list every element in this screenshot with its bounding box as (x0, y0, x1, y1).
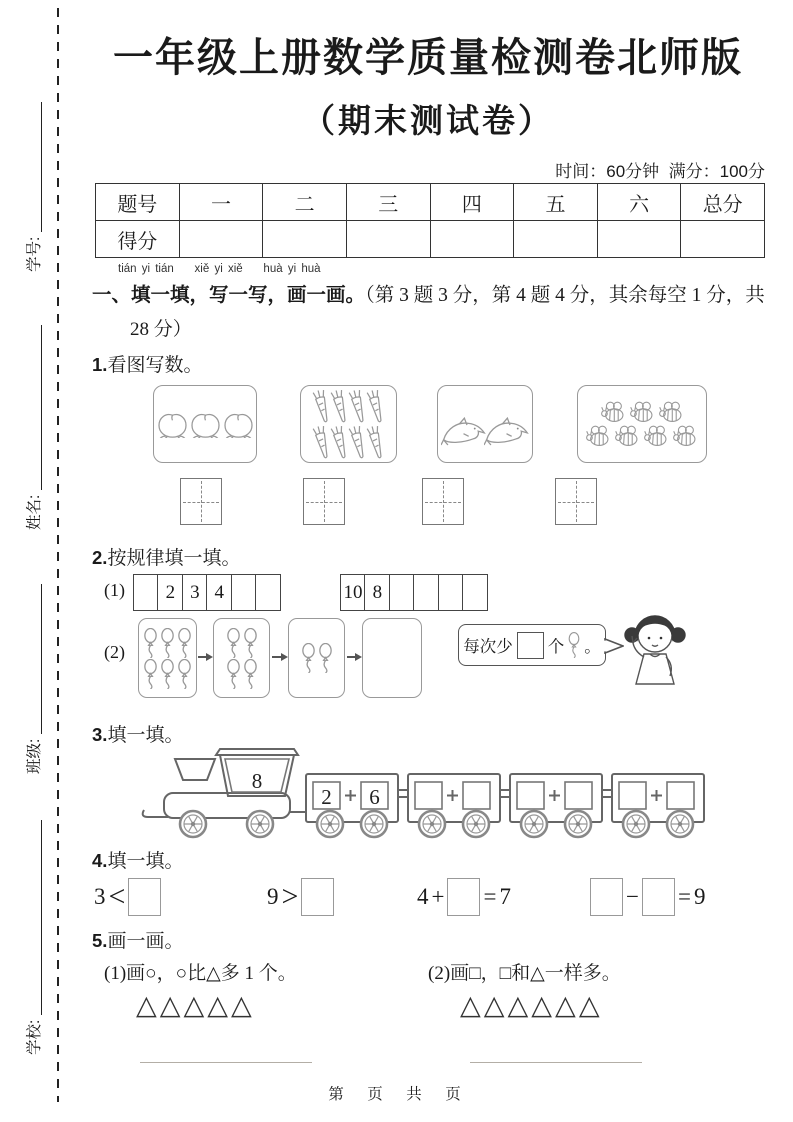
q5-triangles-2: △△△△△△ (460, 990, 603, 1021)
question-3-number: 3. (92, 724, 108, 745)
arrow-icon (347, 656, 360, 658)
question-2-label (92, 543, 240, 570)
name-label: 姓名: (26, 494, 43, 530)
wheel-icon (180, 811, 206, 837)
score-header-cell: 题号 (96, 184, 180, 221)
student-id-blank-line (26, 102, 43, 232)
equation-token: − (626, 884, 639, 909)
wheel-icon (361, 811, 387, 837)
question-5-number: 5. (92, 930, 108, 951)
writing-grid (422, 478, 464, 525)
score-header-cell: 四 (430, 184, 514, 221)
strip-cell: 8 (364, 574, 390, 611)
q4-equation-0 (94, 876, 161, 918)
picture-row (585, 425, 699, 447)
equation-token: 9 (693, 884, 706, 909)
q5-part1-text: (1)画○，○比△多 1 个。 (104, 963, 297, 984)
score-cell-empty (179, 221, 263, 258)
section-1-heading-line2: 28 分） (130, 319, 192, 340)
class-blank-line (26, 584, 43, 734)
bee-icon (585, 425, 612, 447)
strip-cell (133, 574, 159, 611)
question-4-number: 4. (92, 850, 108, 871)
score-cell-empty (514, 221, 598, 258)
bubble-period: 。 (584, 637, 601, 656)
balloon-icon (243, 659, 258, 689)
wheel-icon (521, 811, 547, 837)
picture-row (143, 628, 192, 658)
strip-cell (231, 574, 257, 611)
strip-cell (462, 574, 488, 611)
wheel-icon (565, 811, 591, 837)
time-info: 时间：60分钟 满分：100分 (555, 162, 765, 181)
balloon-icon (177, 659, 192, 689)
picture-row (143, 659, 192, 689)
page-footer: 第 页 共 页 (328, 1086, 465, 1103)
q1-picture-box-0 (153, 385, 257, 463)
question-5-label (92, 926, 183, 953)
arrow-icon (272, 656, 286, 658)
balloon-icon (226, 628, 241, 658)
balloon-box-0 (138, 618, 197, 698)
picture-row (157, 411, 254, 438)
sidebar-field-name (22, 325, 44, 530)
bee-icon (658, 401, 685, 423)
q5-part2-text: (2)画□，□和△一样多。 (428, 963, 621, 984)
section-1-title: 一、填一填，写一写，画一画。 (92, 284, 366, 306)
peach-icon (223, 411, 254, 438)
score-header-cell: 三 (346, 184, 430, 221)
q2-strip-2 (340, 574, 488, 611)
equation-token: > (281, 880, 299, 913)
fold-cut-line (57, 8, 59, 1102)
name-blank-line (26, 325, 43, 490)
score-cell-empty (346, 221, 430, 258)
balloon-icon (243, 628, 258, 658)
class-label: 班级: (26, 738, 43, 774)
girl-illustration (623, 608, 687, 694)
q5-triangles-1: △△△△△ (136, 990, 255, 1021)
balloon-icon (301, 643, 316, 673)
question-4-text: 填一填。 (107, 851, 184, 872)
answer-line (470, 1062, 642, 1063)
peach-icon (157, 411, 188, 438)
balloon-icon (160, 628, 175, 658)
equation-token: + (431, 884, 445, 909)
q1-picture-box-3 (577, 385, 707, 463)
question-3-label (92, 720, 183, 747)
question-2-text: 按规律填一填。 (107, 548, 241, 569)
balloon-box-1 (213, 618, 270, 698)
balloon-icon (568, 632, 580, 658)
writing-grid (555, 478, 597, 525)
score-header-cell: 总分 (681, 184, 765, 221)
peach-icon (190, 411, 221, 438)
question-1-label (92, 350, 202, 377)
question-5-text: 画一画。 (107, 931, 184, 952)
bee-icon (629, 401, 656, 423)
score-cell-empty (430, 221, 514, 258)
wagon-number: 2 (321, 785, 332, 809)
score-header-cell: 五 (514, 184, 598, 221)
bee-icon (672, 425, 699, 447)
question-4-label (92, 846, 183, 873)
fill-blank-box (590, 878, 623, 916)
section-1-points-note: （第 3 题 3 分，第 4 题 4 分，其余每空 1 分，共 (365, 285, 765, 306)
balloon-icon (143, 659, 158, 689)
arrow-icon (198, 656, 211, 658)
picture-row (314, 389, 384, 423)
wheel-icon (667, 811, 693, 837)
strip-cell (389, 574, 415, 611)
equation-token: < (108, 880, 126, 913)
speech-bubble (458, 624, 606, 666)
fill-blank-box (128, 878, 161, 916)
page-title: 一年级上册数学质量检测卷北师版 (113, 36, 743, 80)
picture-row (226, 659, 258, 689)
sidebar-field-class (22, 584, 44, 774)
question-1-number: 1. (92, 354, 108, 375)
q4-equation-2 (417, 876, 511, 918)
fill-blank-box (517, 632, 544, 659)
wagon-number: 6 (369, 785, 380, 809)
fill-blank-box (301, 878, 334, 916)
score-header-cell: 二 (263, 184, 347, 221)
strip-cell (413, 574, 439, 611)
school-label: 学校: (26, 1019, 43, 1055)
student-id-label: 学号: (26, 236, 43, 272)
q4-equation-3 (590, 876, 705, 918)
score-cell-empty (681, 221, 765, 258)
bee-icon (643, 425, 670, 447)
question-3-text: 填一填。 (107, 725, 184, 746)
speech-bubble-tail (604, 638, 624, 654)
score-table (95, 183, 765, 258)
balloon-icon (318, 643, 333, 673)
balloon-icon (177, 628, 192, 658)
score-table-header-row (96, 184, 765, 221)
score-header-cell: 一 (179, 184, 263, 221)
equation-token: = (677, 884, 691, 909)
school-blank-line (26, 820, 43, 1015)
fill-blank-box (447, 878, 480, 916)
wheel-icon (463, 811, 489, 837)
picture-row (600, 401, 685, 423)
picture-row (441, 401, 529, 447)
score-cell-empty (597, 221, 681, 258)
wheel-icon (247, 811, 273, 837)
strip-cell: 2 (157, 574, 183, 611)
bee-icon (600, 401, 627, 423)
equation-token: 7 (499, 884, 511, 909)
score-row-label: 得分 (96, 221, 180, 258)
wheel-icon (419, 811, 445, 837)
balloon-box-2 (288, 618, 345, 698)
score-cell-empty (263, 221, 347, 258)
picture-row (314, 425, 384, 459)
bubble-text-after: 个 (547, 637, 565, 656)
train-illustration (138, 746, 713, 844)
q1-picture-box-2 (437, 385, 533, 463)
balloon-box-3 (362, 618, 422, 698)
balloon-icon (226, 659, 241, 689)
strip-cell (255, 574, 281, 611)
section-1-heading (92, 279, 774, 307)
sidebar-field-school (22, 820, 44, 1055)
exam-subtitle: （期末测试卷） (302, 102, 554, 139)
sidebar-field-student-id (22, 102, 44, 272)
question-2-number: 2. (92, 547, 108, 568)
equation-token: 4 (417, 884, 429, 909)
score-table-score-row (96, 221, 765, 258)
picture-row (226, 628, 258, 658)
equation-token: 9 (267, 884, 279, 909)
answer-line (140, 1062, 312, 1063)
dolphin-icon (441, 417, 486, 447)
engine-number: 8 (251, 769, 263, 793)
fill-blank-box (642, 878, 675, 916)
picture-row (301, 643, 333, 673)
bee-icon (614, 425, 641, 447)
pinyin-annotation: tián yi tián xiě yi xiě huà yi huà (118, 263, 321, 275)
strip-cell: 3 (182, 574, 208, 611)
wheel-icon (317, 811, 343, 837)
strip-cell: 10 (340, 574, 366, 611)
dolphin-icon (484, 417, 529, 447)
score-header-cell: 六 (597, 184, 681, 221)
wheel-icon (623, 811, 649, 837)
equation-token: 3 (94, 884, 106, 909)
q4-equation-1 (267, 876, 334, 918)
strip-cell: 4 (206, 574, 232, 611)
balloon-icon (143, 628, 158, 658)
q2-part1-label: (1) (104, 580, 125, 600)
writing-grid (303, 478, 345, 525)
writing-grid (180, 478, 222, 525)
q2-part2-label: (2) (104, 642, 125, 662)
question-1-text: 看图写数。 (107, 355, 203, 376)
equation-token: = (483, 884, 497, 909)
balloon-icon (160, 659, 175, 689)
q1-picture-box-1 (300, 385, 397, 463)
strip-cell (438, 574, 464, 611)
q2-strip-1 (133, 574, 281, 611)
train-wagons (306, 774, 704, 837)
bubble-text-before: 每次少 (463, 637, 513, 656)
